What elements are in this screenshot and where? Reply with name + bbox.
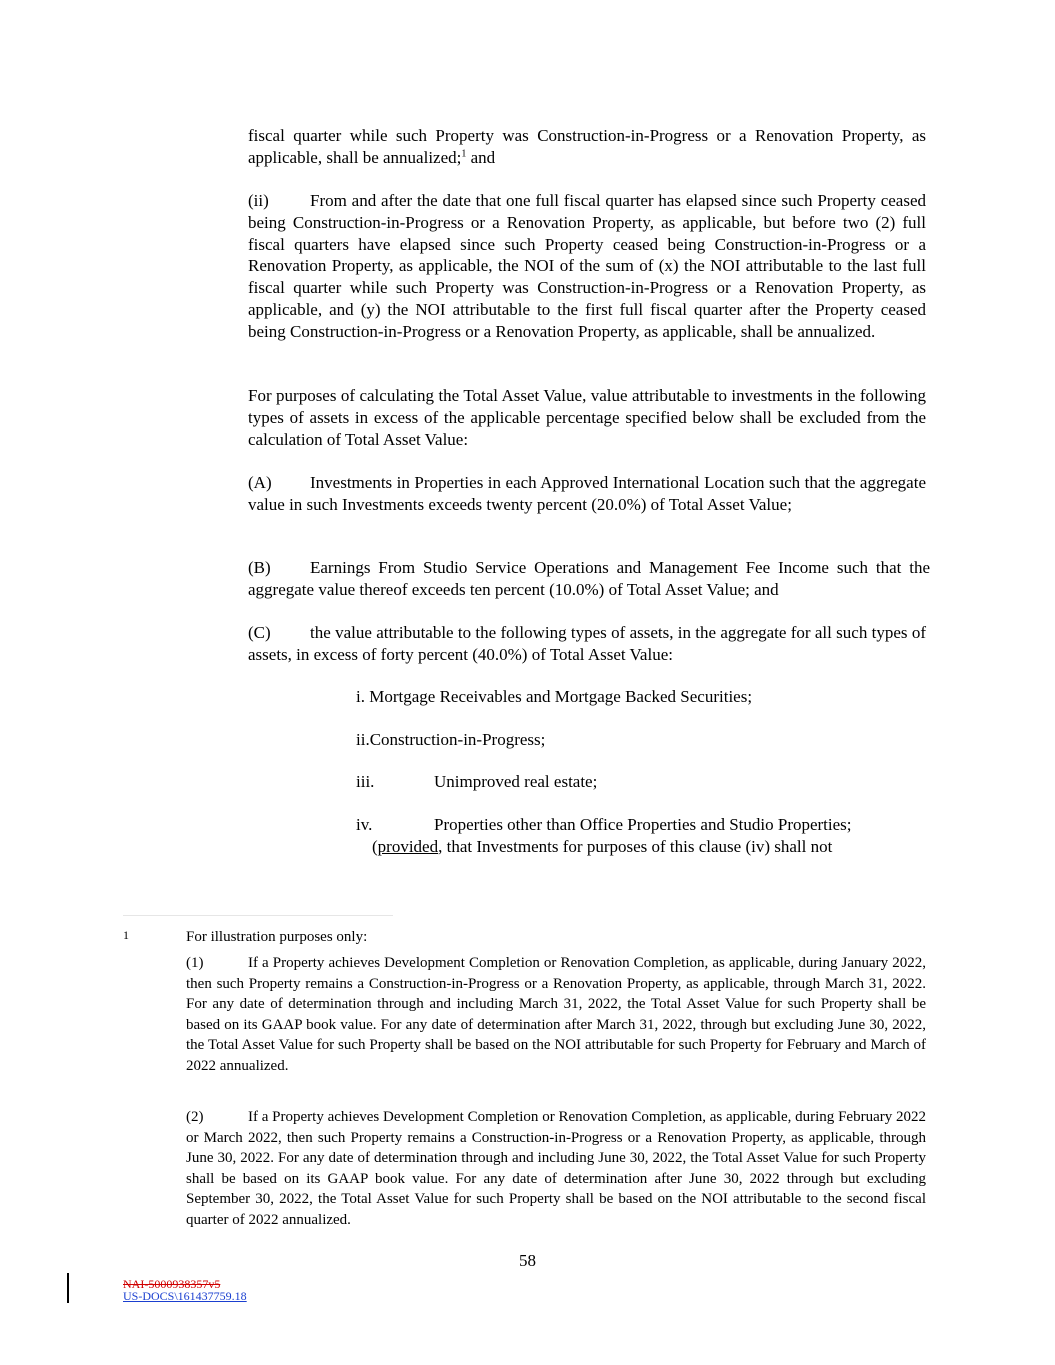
list-item-iii bbox=[356, 771, 597, 793]
footnote-item-1-text: If a Property achieves Development Completion or Renovation Completion, as applicable, during January 2022, then such Property remains a Construction-in-Progress or a Renovation Property, as applicable, through March 31, 2022. For any date of determination through and including March 31, 2022, the Total Asset Value for such Property shall be based on its GAAP book value. For any date of determination after March 31, 2022, through but excluding June 30, 2022, the Total Asset Value for such Property shall be based on the NOI attributable for such Property for February and March of 2022 annualized. bbox=[186, 955, 926, 1074]
footnote-item-1 bbox=[186, 953, 926, 1077]
list-item-iv bbox=[356, 814, 926, 858]
clause-b-label: (B) bbox=[248, 558, 271, 577]
list-item-ii: ii.Construction-in-Progress; bbox=[356, 730, 546, 749]
clause-a-label: (A) bbox=[248, 473, 272, 492]
footnote-item-2 bbox=[186, 1107, 926, 1231]
list-item-iv-text: Properties other than Office Properties and Studio Properties; bbox=[434, 815, 852, 834]
purposes-paragraph: For purposes of calculating the Total Asset Value, value attributable to investments in the following types of assets in excess of the applicable percentage specified below shall be excluded from the calculation of Total Asset Value: bbox=[248, 386, 926, 449]
intro-paragraph bbox=[248, 125, 926, 169]
footnote-item-1-label: (1) bbox=[186, 955, 204, 971]
clause-c-text: the value attributable to the following types of assets, in the aggregate for all such types of assets, in excess of forty percent (40.0%) of Total Asset Value: bbox=[248, 623, 926, 664]
clause-a-paragraph bbox=[248, 472, 926, 516]
clause-ii-paragraph bbox=[248, 190, 926, 343]
page-number: 58 bbox=[519, 1251, 536, 1270]
footnote-intro: For illustration purposes only: bbox=[186, 929, 368, 945]
clause-b-paragraph bbox=[248, 557, 930, 601]
list-item-iii-label: iii. bbox=[356, 772, 375, 791]
clause-ii-label: (ii) bbox=[248, 191, 269, 210]
clause-a-text: Investments in Properties in each Approved International Location such that the aggregate value in such Investments exceeds twenty percent (20.0%) of Total Asset Value; bbox=[248, 473, 926, 514]
list-item-i: i. Mortgage Receivables and Mortgage Backed Securities; bbox=[356, 687, 753, 706]
clause-b-text: Earnings From Studio Service Operations and Management Fee Income such that the aggregate value thereof exceeds ten percent (10.0%) of Total Asset Value; and bbox=[248, 558, 930, 599]
inserted-document-id: US-DOCS\161437759.18 bbox=[123, 1289, 247, 1303]
list-item-iv-label: iv. bbox=[356, 815, 373, 834]
clause-c-paragraph bbox=[248, 622, 926, 666]
provided-term: provided bbox=[377, 837, 439, 856]
footnote-separator bbox=[123, 915, 393, 916]
footnote-item-2-label: (2) bbox=[186, 1109, 204, 1125]
footnote-number: 1 bbox=[123, 928, 129, 942]
clause-ii-text: From and after the date that one full fiscal quarter has elapsed since such Property ceased being Construction-in-Progress or a Renovation Property, as applicable, but before two (2) full fiscal quarters have elapsed since such Property ceased being Construction-in-Progress or a Renovation Property, as applicable, the NOI of the sum of (x) the NOI attributable to the last full fiscal quarter while such Property was Construction-in-Progress or a Renovation Property, as applicable, and (y) the NOI attributable to the first full fiscal quarter after the Property ceased being Construction-in-Progress or a Renovation Property, as applicable, shall be annualized. bbox=[248, 191, 926, 341]
deleted-document-id: NAI-5000938357v5 bbox=[123, 1277, 221, 1291]
list-item-iv-continuation: (provided, that Investments for purposes of this clause (iv) shall not bbox=[372, 837, 833, 856]
footnote-item-2-text: If a Property achieves Development Completion or Renovation Completion, as applicable, during February 2022 or March 2022, then such Property remains a Construction-in-Progress or a Renovation Property, as applicable, through June 30, 2022. For any date of determination through and including June 30, 2022, the Total Asset Value for such Property shall be based on its GAAP book value. For any date of determination after June 30, 2022 through but excluding September 30, 2022, the Total Asset Value for such Property shall be based on the NOI attributable to the second fiscal quarter of 2022 annualized. bbox=[186, 1109, 926, 1228]
list-item-iii-text: Unimproved real estate; bbox=[434, 772, 598, 791]
intro-text: fiscal quarter while such Property was Construction-in-Progress or a Renovation Property, as applicable, shall be annualized; bbox=[248, 126, 926, 167]
clause-c-label: (C) bbox=[248, 623, 271, 642]
intro-tail: and bbox=[466, 147, 496, 167]
revision-change-bar bbox=[67, 1273, 69, 1303]
footnote-reference[interactable]: 1 bbox=[461, 148, 467, 160]
